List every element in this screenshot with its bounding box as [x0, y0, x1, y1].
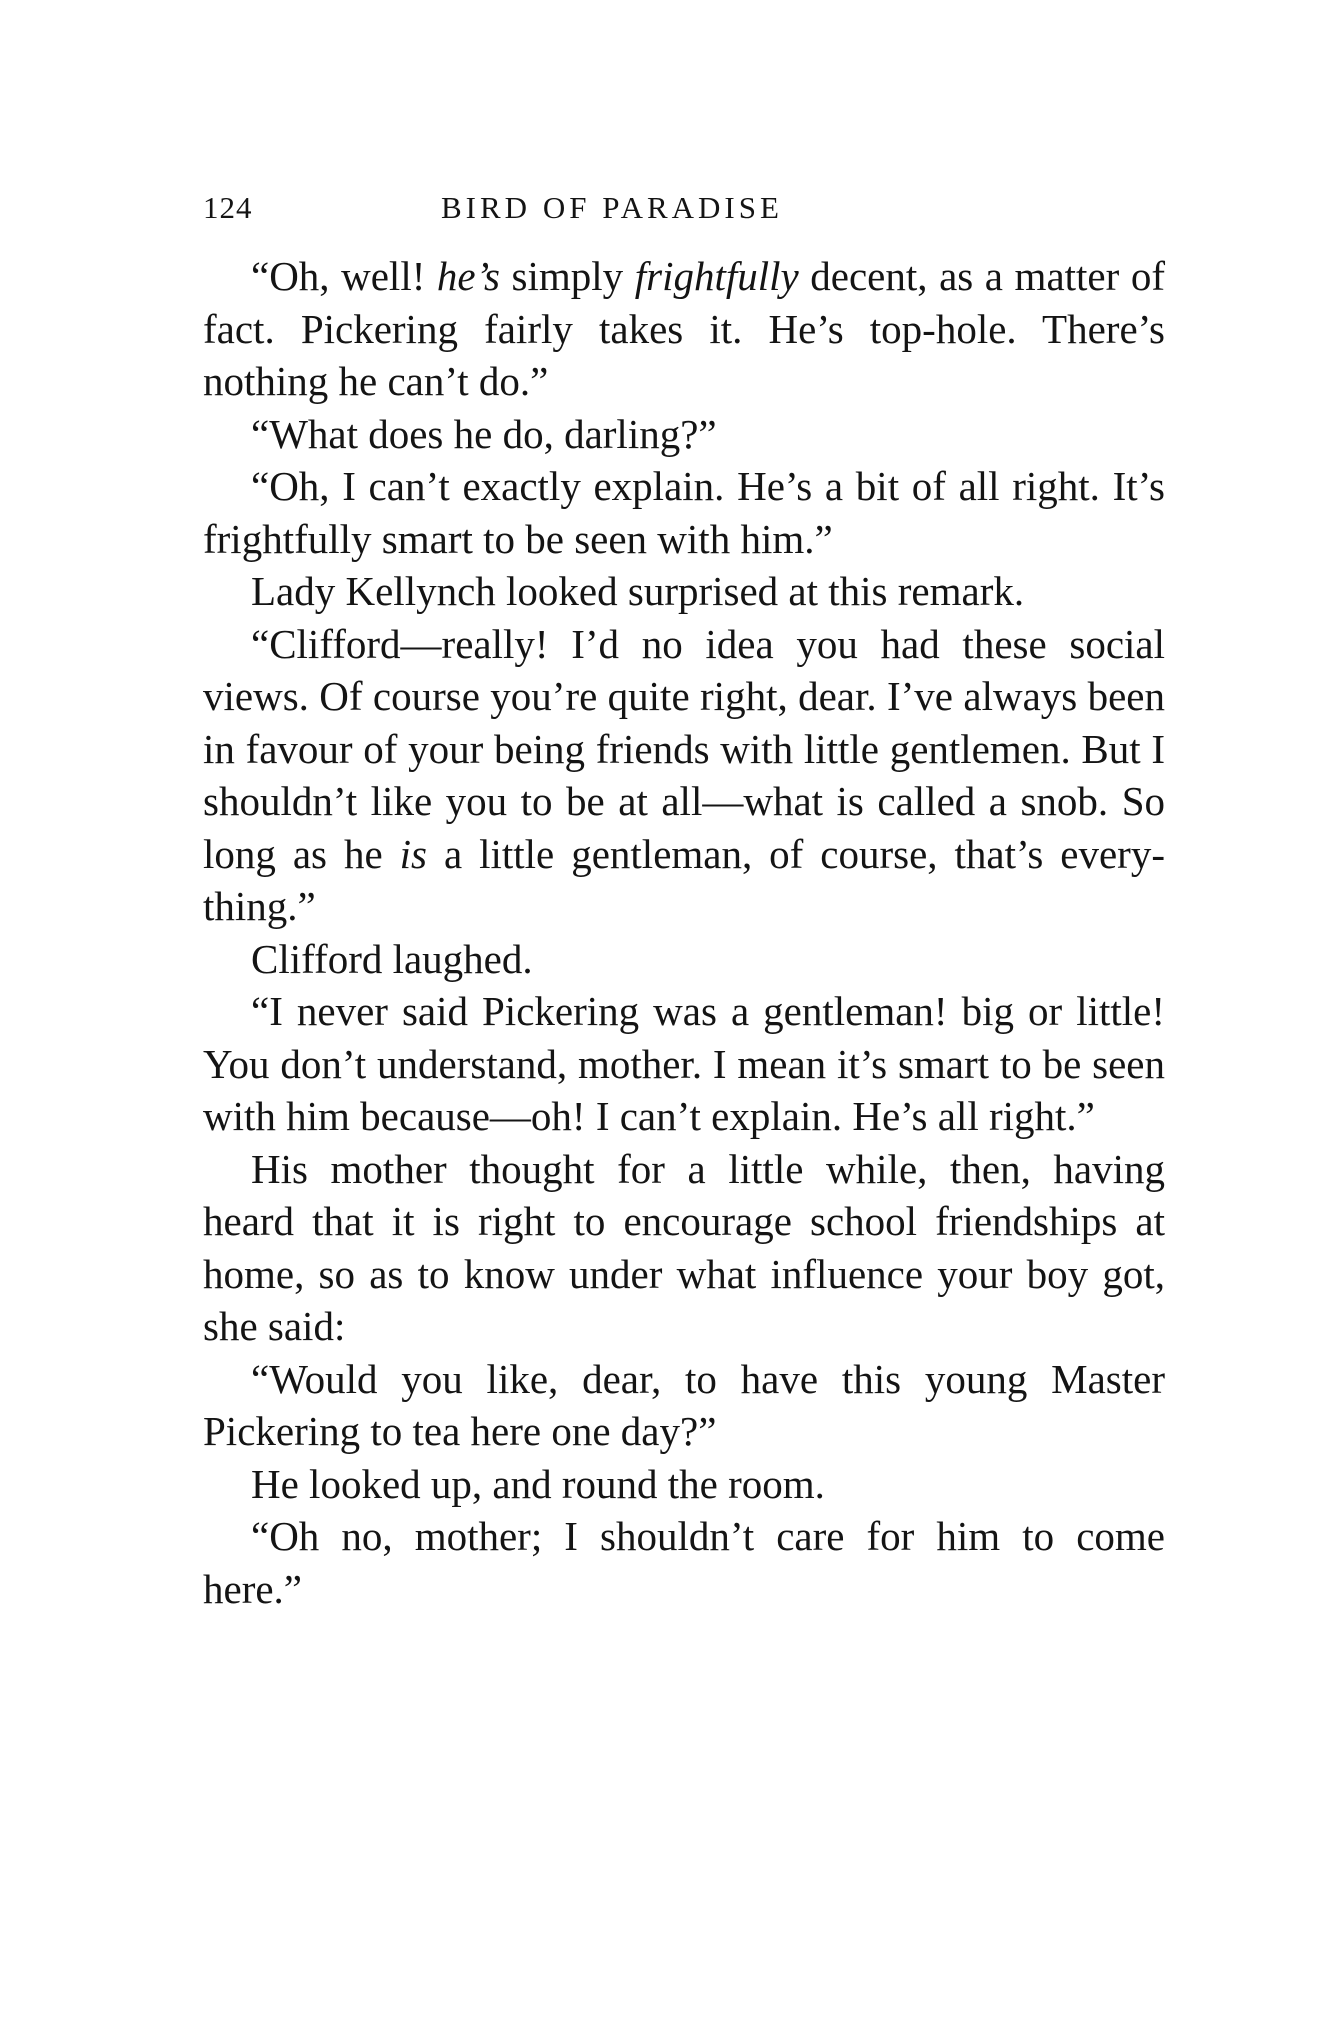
text-segment: Lady Kellynch looked surprised at this remark.: [251, 568, 1025, 614]
paragraph: [203, 933, 1165, 986]
paragraph: [203, 1353, 1165, 1458]
page-number: 124: [203, 190, 253, 225]
text-segment: “Would you like, dear, to have this young Master Pickering to tea here one day?”: [203, 1355, 1165, 1454]
body-text: [203, 250, 1165, 1615]
text-segment: “Oh no, mother; I shouldn’t care for him to come here.”: [203, 1513, 1165, 1612]
text-segment: “Oh, I can’t exactly explain. He’s a bit of all right. It’s frightfully smart to be seen with him.”: [203, 463, 1165, 562]
text-segment: He looked up, and round the room.: [251, 1460, 825, 1507]
paragraph: [203, 1143, 1165, 1353]
paragraph: [203, 1458, 1165, 1511]
paragraph: [203, 460, 1165, 565]
italic-text: is: [399, 830, 427, 877]
page-header: [203, 190, 1165, 238]
paragraph: [203, 408, 1165, 461]
paragraph: [203, 618, 1165, 933]
paragraph: [203, 1510, 1165, 1615]
text-segment: “What does he do, darling?”: [251, 410, 717, 457]
text-segment: simply: [499, 253, 635, 299]
book-page: [203, 190, 1165, 1615]
running-title: BIRD OF PARADISE: [441, 190, 783, 225]
paragraph: [203, 565, 1165, 618]
text-segment: His mother thought for a little while, then, having heard that it is right to encourage school friendships at home, so as to know under what influence your boy got, she said:: [203, 1145, 1165, 1349]
italic-text: he’s: [436, 253, 500, 299]
paragraph: [203, 250, 1165, 408]
text-segment: a little gentleman, of course, that’s every-thing.”: [203, 830, 1165, 929]
text-segment: “Clifford—really! I’d no idea you had these social views. Of course you’re quite right, dear. I’ve always been in favour of your being friends with little gentlemen. But I shouldn’t like you to be at all—what is called a snob. So long as he: [203, 620, 1165, 877]
text-segment: “Oh, well!: [251, 253, 437, 299]
text-segment: Clifford laughed.: [251, 935, 533, 982]
text-segment: “I never said Pickering was a gentleman! big or little! You don’t understand, mother. I mean it’s smart to be seen with him because—oh! I can’t explain. He’s all right.”: [203, 988, 1165, 1139]
paragraph: [203, 985, 1165, 1143]
text-segment: decent, as a matter of fact. Pickering fairly takes it. He’s top-hole. There’s nothing he can’t do.”: [203, 253, 1165, 404]
italic-text: frightfully: [634, 253, 799, 299]
